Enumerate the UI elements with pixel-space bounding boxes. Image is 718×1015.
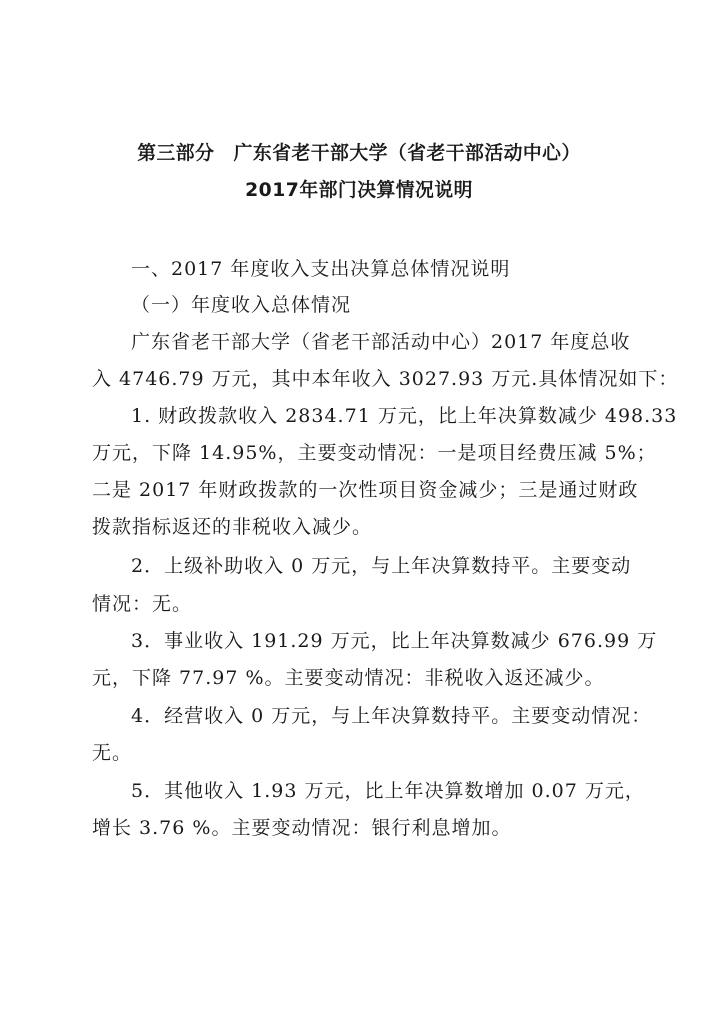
item3-line: 元，下降 77.97 %。主要变动情况：非税收入返还减少。 bbox=[92, 667, 605, 689]
intro-line: 广东省老干部大学（省老干部活动中心）2017 年度总收 bbox=[131, 331, 631, 353]
intro-line: 入 4746.79 万元，其中本年收入 3027.93 万元.具体情况如下： bbox=[92, 368, 679, 390]
item5-line: 增长 3.76 %。主要变动情况：银行利息增加。 bbox=[92, 817, 512, 839]
item4-line: 4．经营收入 0 万元，与上年决算数持平。主要变动情况： bbox=[131, 705, 652, 727]
section-heading: 一、2017 年度收入支出决算总体情况说明 bbox=[131, 258, 511, 280]
subsection-heading: （一）年度收入总体情况 bbox=[131, 294, 352, 316]
document-title-line-1: 第三部分 广东省老干部大学（省老干部活动中心） bbox=[137, 142, 581, 164]
document-title-line-2: 2017年部门决算情况说明 bbox=[245, 179, 473, 201]
item1-line: 拨款指标返还的非税收入减少。 bbox=[92, 516, 373, 538]
item2-line: 情况：无。 bbox=[92, 593, 193, 615]
item1-line: 二是 2017 年财政拨款的一次性项目资金减少；三是通过财政 bbox=[92, 479, 639, 501]
item4-line: 无。 bbox=[92, 742, 133, 764]
item1-line: 1. 财政拨款收入 2834.71 万元，比上年决算数减少 498.33 bbox=[131, 405, 678, 427]
item5-line: 5．其他收入 1.93 万元，比上年决算数增加 0.07 万元， bbox=[131, 780, 645, 802]
item1-line: 万元，下降 14.95%，主要变动情况：一是项目经费压减 5%； bbox=[92, 442, 657, 464]
item3-line: 3．事业收入 191.29 万元，比上年决算数减少 676.99 万 bbox=[131, 630, 658, 652]
item2-line: 2．上级补助收入 0 万元，与上年决算数持平。主要变动 bbox=[131, 555, 632, 577]
